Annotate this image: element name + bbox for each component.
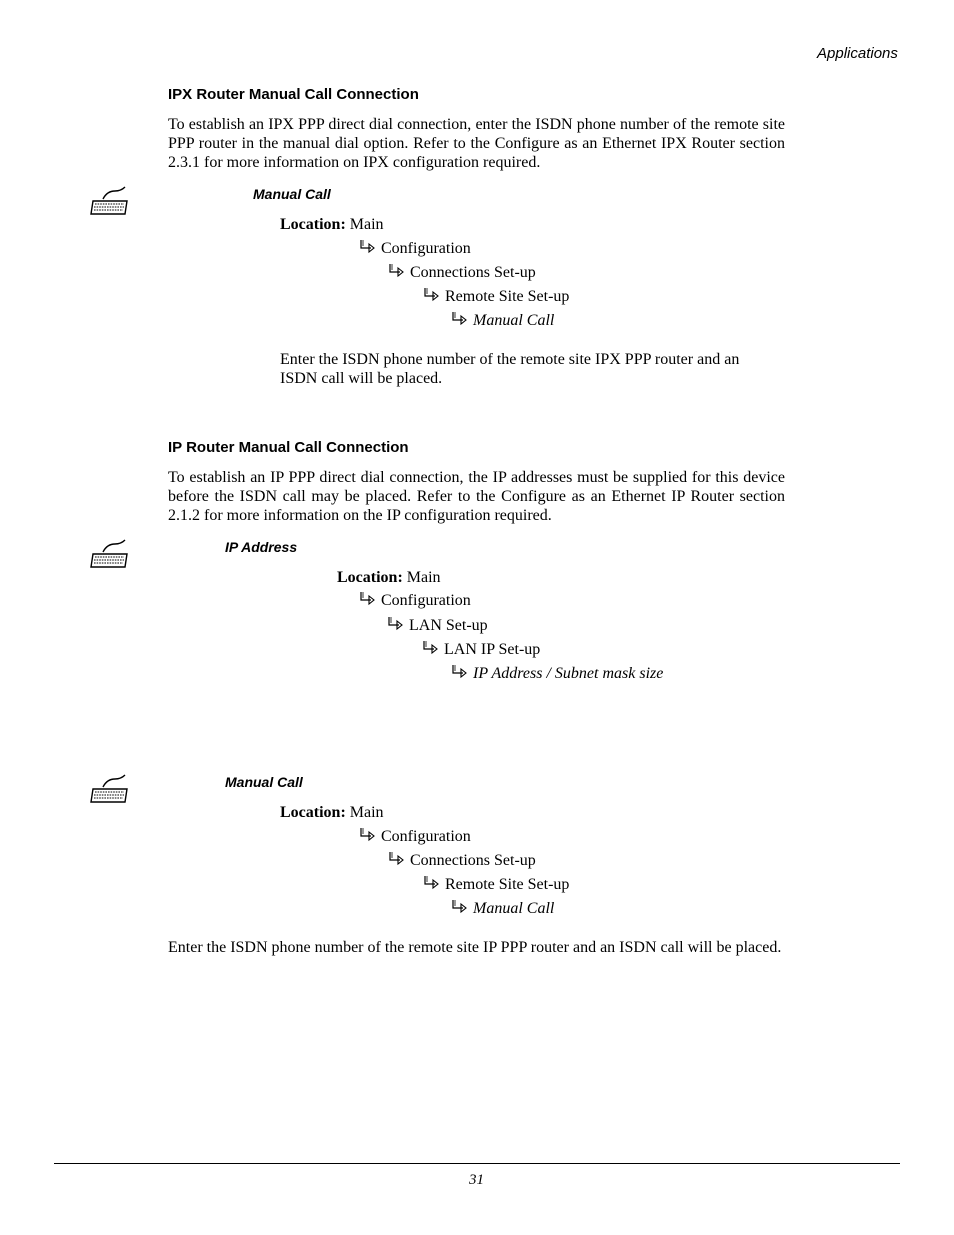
menu-path-arrow-icon xyxy=(388,851,406,867)
menu-path-step xyxy=(451,311,554,330)
section-intro-ip: To establish an IP PPP direct dial connection, the IP addresses must be supplied for this device before the ISDN call may be placed. Refer to the Configure as an Ethernet IP Router section 2.1.2 for more information on the IP configuration required. xyxy=(168,469,785,524)
menu-path-step xyxy=(359,827,471,846)
section-intro-ipx: To establish an IPX PPP direct dial connection, enter the ISDN phone number of the remote site PPP router in the manual dial option. Refer to the Configure as an Ethernet IPX Router section 2.3.1 for more information on IPX configuration required. xyxy=(168,116,785,171)
menu-path-label: Configuration xyxy=(381,240,471,257)
menu-path-arrow-icon xyxy=(451,311,469,327)
menu-path-step xyxy=(388,851,536,870)
menu-path-label: Connections Set-up xyxy=(410,264,536,281)
menu-path-label: Manual Call xyxy=(473,900,555,917)
menu-path-arrow-icon xyxy=(423,287,441,303)
keyboard-icon xyxy=(89,773,131,807)
procedure-note: Enter the ISDN phone number of the remote site IPX PPP router and an ISDN call will be placed. xyxy=(280,351,740,387)
running-header: Applications xyxy=(817,45,898,62)
keyboard-icon xyxy=(89,185,131,219)
menu-path-step xyxy=(423,875,569,894)
menu-path-step xyxy=(451,899,554,918)
procedure-title-ip-address: IP Address xyxy=(225,539,298,555)
location-label: Location: xyxy=(337,569,403,586)
location-label: Location: xyxy=(280,804,346,821)
location-label: Location: xyxy=(280,216,346,233)
section-heading-ipx: IPX Router Manual Call Connection xyxy=(168,86,419,103)
menu-path-arrow-icon xyxy=(359,591,377,607)
location-value: Main xyxy=(349,804,384,821)
location-value: Main xyxy=(349,216,384,233)
menu-path-arrow-icon xyxy=(423,875,441,891)
location-line xyxy=(280,215,384,234)
menu-path-arrow-icon xyxy=(359,239,377,255)
menu-path-arrow-icon xyxy=(359,827,377,843)
menu-path-label: Connections Set-up xyxy=(410,852,536,869)
menu-path-step xyxy=(359,239,471,258)
page-number: 31 xyxy=(469,1172,484,1188)
keyboard-icon xyxy=(89,538,131,572)
menu-path-step xyxy=(388,263,536,282)
footer-rule xyxy=(54,1163,900,1164)
menu-path-label: Remote Site Set-up xyxy=(445,876,570,893)
menu-path-step xyxy=(422,640,540,659)
menu-path-step xyxy=(359,591,471,610)
procedure-title-manual-call: Manual Call xyxy=(225,774,303,790)
menu-path-step xyxy=(387,616,488,635)
menu-path-label: LAN Set-up xyxy=(409,617,488,634)
menu-path-label: Configuration xyxy=(381,828,471,845)
menu-path-label: LAN IP Set-up xyxy=(444,641,541,658)
menu-path-label: Configuration xyxy=(381,592,471,609)
section-closing-ip: Enter the ISDN phone number of the remote site IP PPP router and an ISDN call will be placed. xyxy=(168,939,782,956)
location-line xyxy=(337,568,441,587)
menu-path-label: Manual Call xyxy=(473,312,555,329)
section-heading-ip: IP Router Manual Call Connection xyxy=(168,439,409,456)
menu-path-step xyxy=(423,287,569,306)
menu-path-label: IP Address / Subnet mask size xyxy=(473,665,664,682)
menu-path-arrow-icon xyxy=(451,899,469,915)
location-line xyxy=(280,803,384,822)
location-value: Main xyxy=(406,569,441,586)
menu-path-arrow-icon xyxy=(451,664,469,680)
procedure-title-manual-call: Manual Call xyxy=(253,186,331,202)
menu-path-arrow-icon xyxy=(422,640,440,656)
menu-path-label: Remote Site Set-up xyxy=(445,288,570,305)
menu-path-arrow-icon xyxy=(388,263,406,279)
menu-path-arrow-icon xyxy=(387,616,405,632)
menu-path-step xyxy=(451,664,663,683)
